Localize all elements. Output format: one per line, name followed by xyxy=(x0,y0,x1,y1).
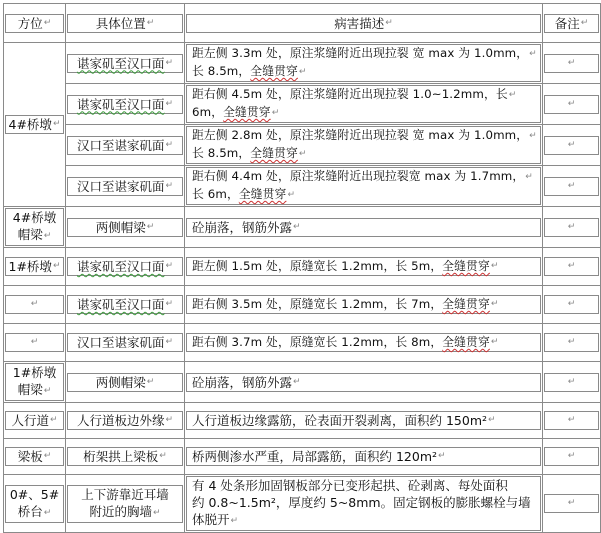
header-location: 具体位置 ↵ xyxy=(67,14,183,33)
direction-cell: ↵ xyxy=(5,333,64,352)
header-description: 病害描述 ↵ xyxy=(186,14,541,33)
description-cell: 有 4 处条形加固钢板部分已变形起拱、砼剥离、每处面积 约 0.8~1.5m²，厚度约 5~8mm。固定钢板的膨胀螺栓与墙 体脱开↵ xyxy=(186,476,541,531)
table-row xyxy=(4,207,601,248)
remark-cell: ↵ xyxy=(544,447,599,466)
location-cell: 桁架拱上梁板 ↵ xyxy=(67,447,183,466)
direction-cell: 1#桥墩 ↵ xyxy=(5,257,64,276)
description-cell: 距右侧 4.4m 处，原注浆缝附近出现拉裂宽 max 为 1.7mm，↵ 长 6m，全缝贯穿↵ xyxy=(186,167,541,205)
remark-cell: ↵ xyxy=(544,136,599,155)
table-row xyxy=(4,84,601,125)
location-cell: 谌家矶至汉口面 ↵ xyxy=(67,257,183,276)
header-direction: 方位 ↵ xyxy=(5,14,64,33)
location-cell: 两侧帽梁 ↵ xyxy=(67,218,183,237)
table-row xyxy=(4,248,601,286)
remark-cell: ↵ xyxy=(544,54,599,73)
description-cell: 砼崩落，钢筋外露 ↵ xyxy=(186,218,541,237)
table-row xyxy=(4,475,601,533)
direction-cell: 4#桥墩 帽梁↵ xyxy=(5,208,64,246)
header-row xyxy=(4,4,601,43)
direction-cell: 4#桥墩 ↵ xyxy=(5,115,64,134)
table-row xyxy=(4,324,601,362)
direction-cell: 0#、5# 桥台↵ xyxy=(5,485,64,523)
description-cell: 人行道板边缘露筋，砼表面开裂剥离，面积约 150m² ↵ xyxy=(186,411,541,430)
remark-cell: ↵ xyxy=(544,95,599,114)
remark-cell: ↵ xyxy=(544,218,599,237)
location-cell: 谌家矶至汉口面 ↵ xyxy=(67,54,183,73)
header-remark: 备注 ↵ xyxy=(544,14,599,33)
table-row xyxy=(4,439,601,475)
remark-cell: ↵ xyxy=(544,177,599,196)
description-cell: 距左侧 2.8m 处，原注浆缝附近出现拉裂 宽 max 为 1.0mm，↵ 长 8.5m，全缝贯穿↵ xyxy=(186,126,541,164)
description-cell: 距右侧 4.5m 处，原注浆缝附近出现拉裂 1.0~1.2mm，长↵ 6m，全缝贯穿↵ xyxy=(186,85,541,123)
location-cell: 两侧帽梁 ↵ xyxy=(67,373,183,392)
direction-cell: 1#桥墩 帽梁↵ xyxy=(5,363,64,401)
description-cell: 距左侧 3.3m 处，原注浆缝附近出现拉裂 宽 max 为 1.0mm，↵ 长 8.5m，全缝贯穿↵ xyxy=(186,44,541,82)
table-row xyxy=(4,403,601,439)
location-cell: 汉口至谌家矶面 ↵ xyxy=(67,177,183,196)
table-row xyxy=(4,125,601,166)
description-cell: 砼崩落，钢筋外露 ↵ xyxy=(186,373,541,392)
table-row xyxy=(4,362,601,403)
remark-cell: ↵ xyxy=(544,257,599,276)
location-cell: 上下游靠近耳墙 附近的胸墙↵ xyxy=(67,485,183,523)
remark-cell: ↵ xyxy=(544,494,599,513)
remark-cell: ↵ xyxy=(544,295,599,314)
description-cell: 桥两侧渗水严重，局部露筋，面积约 120m² ↵ xyxy=(186,447,541,466)
location-cell: 人行道板边外缘 ↵ xyxy=(67,411,183,430)
location-cell: 谌家矶至汉口面 ↵ xyxy=(67,95,183,114)
bridge-defect-table xyxy=(3,3,601,533)
direction-cell: 人行道 ↵ xyxy=(5,411,64,430)
location-cell: 汉口至谌家矶面 ↵ xyxy=(67,136,183,155)
location-cell: 汉口至谌家矶面 ↵ xyxy=(67,333,183,352)
description-cell: 距右侧 3.7m 处，原缝宽长 1.2mm，长 8m， 全缝贯穿 ↵ xyxy=(186,333,541,352)
location-cell: 谌家矶至汉口面 ↵ xyxy=(67,295,183,314)
direction-cell: ↵ xyxy=(5,295,64,314)
description-cell: 距左侧 1.5m 处，原缝宽长 1.2mm，长 5m， 全缝贯穿 ↵ xyxy=(186,257,541,276)
remark-cell: ↵ xyxy=(544,373,599,392)
remark-cell: ↵ xyxy=(544,411,599,430)
remark-cell: ↵ xyxy=(544,333,599,352)
table-row xyxy=(4,43,601,84)
table-row xyxy=(4,166,601,207)
direction-cell: 梁板 ↵ xyxy=(5,447,64,466)
table-row xyxy=(4,286,601,324)
description-cell: 距右侧 3.5m 处，原缝宽长 1.2mm，长 7m， 全缝贯穿 ↵ xyxy=(186,295,541,314)
